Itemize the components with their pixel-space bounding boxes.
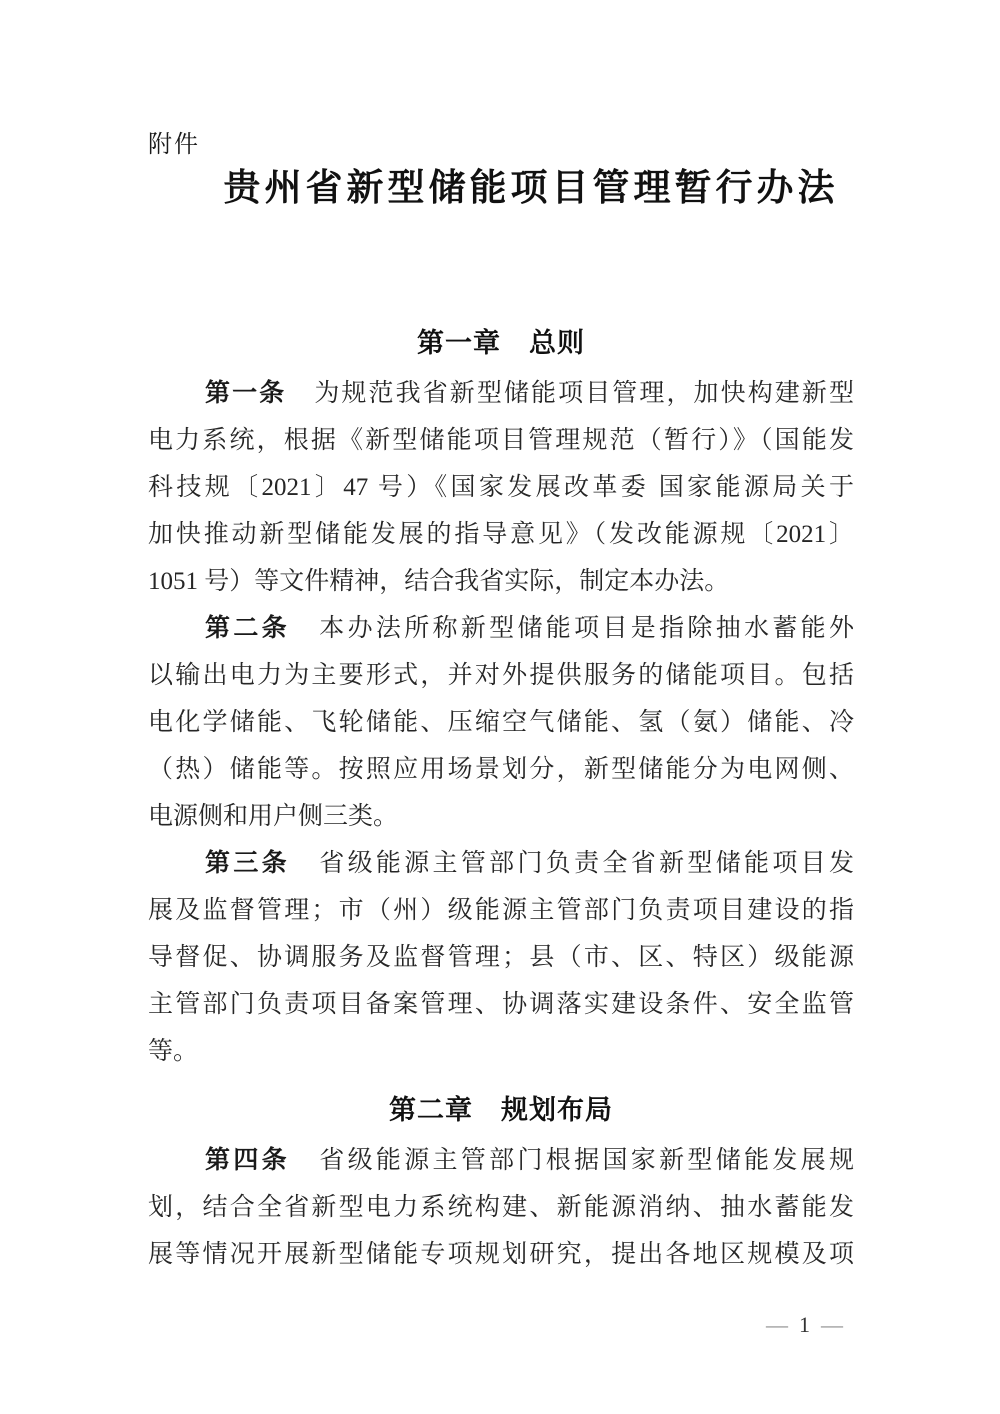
text-line [148, 981, 854, 1028]
line-text: 以输出电力为主要形式，并对外提供服务的储能项目。包括 [148, 662, 854, 689]
text-line [148, 652, 854, 699]
text-line [148, 511, 854, 558]
text-line [148, 1028, 854, 1075]
document-title: 贵州省新型储能项目管理暂行办法 [223, 167, 839, 208]
text-line [148, 699, 854, 746]
line-text: 为规范我省新型储能项目管理，加快构建新型 [312, 380, 854, 407]
footer-dash-right: — [821, 1312, 844, 1337]
line-text: 电力系统，根据《新型储能项目管理规范（暂行）》（国能发 [148, 427, 854, 454]
line-text: 1051 号）等文件精神，结合我省实际，制定本办法。 [148, 568, 730, 595]
article-number: 第三条 [205, 849, 290, 877]
text-line [148, 1137, 854, 1184]
chapter-heading: 第一章 总则 [417, 328, 585, 358]
text-line [148, 417, 854, 464]
text-line [148, 934, 854, 981]
page-number: 1 [799, 1312, 811, 1337]
line-text: 主管部门负责项目备案管理、协调落实建设条件、安全监管 [148, 991, 854, 1018]
text-line [148, 887, 854, 934]
text-flow [148, 308, 854, 1278]
line-text: 省级能源主管部门负责全省新型储能项目发 [315, 850, 854, 877]
article-number: 第二条 [205, 614, 290, 642]
text-line [148, 793, 854, 840]
line-text: 本办法所称新型储能项目是指除抽水蓄能外 [315, 615, 854, 642]
text-line [148, 558, 854, 605]
line-text: 电源侧和用户侧三类。 [148, 803, 399, 830]
attachment-label: 附件 [148, 131, 200, 158]
line-text: 省级能源主管部门根据国家新型储能发展规 [315, 1147, 854, 1174]
page-footer [148, 1310, 854, 1340]
text-line [148, 840, 854, 887]
text-line [148, 746, 854, 793]
line-text: 电化学储能、飞轮储能、压缩空气储能、氢（氨）储能、冷 [148, 709, 854, 736]
footer-dash-left: — [766, 1312, 789, 1337]
line-text: 科技规〔2021〕47 号）《国家发展改革委 国家能源局关于 [148, 474, 854, 501]
text-line [148, 370, 854, 417]
line-text: 展及监督管理；市（州）级能源主管部门负责项目建设的指 [148, 897, 854, 924]
line-text: 等。 [148, 1038, 199, 1065]
line-text: （热）储能等。按照应用场景划分，新型储能分为电网侧、 [148, 756, 854, 783]
text-line [148, 1184, 854, 1231]
text-line [148, 1231, 854, 1278]
article-number: 第一条 [205, 379, 287, 407]
chapter-heading: 第二章 规划布局 [389, 1095, 613, 1125]
line-text: 导督促、协调服务及监督管理；县（市、区、特区）级能源 [148, 944, 854, 971]
line-text: 展等情况开展新型储能专项规划研究，提出各地区规模及项 [148, 1241, 854, 1268]
line-text: 划，结合全省新型电力系统构建、新能源消纳、抽水蓄能发 [148, 1194, 854, 1221]
text-line [148, 605, 854, 652]
text-line [148, 464, 854, 511]
article-number: 第四条 [205, 1146, 290, 1174]
line-text: 加快推动新型储能发展的指导意见》（发改能源规〔2021〕 [148, 521, 854, 548]
